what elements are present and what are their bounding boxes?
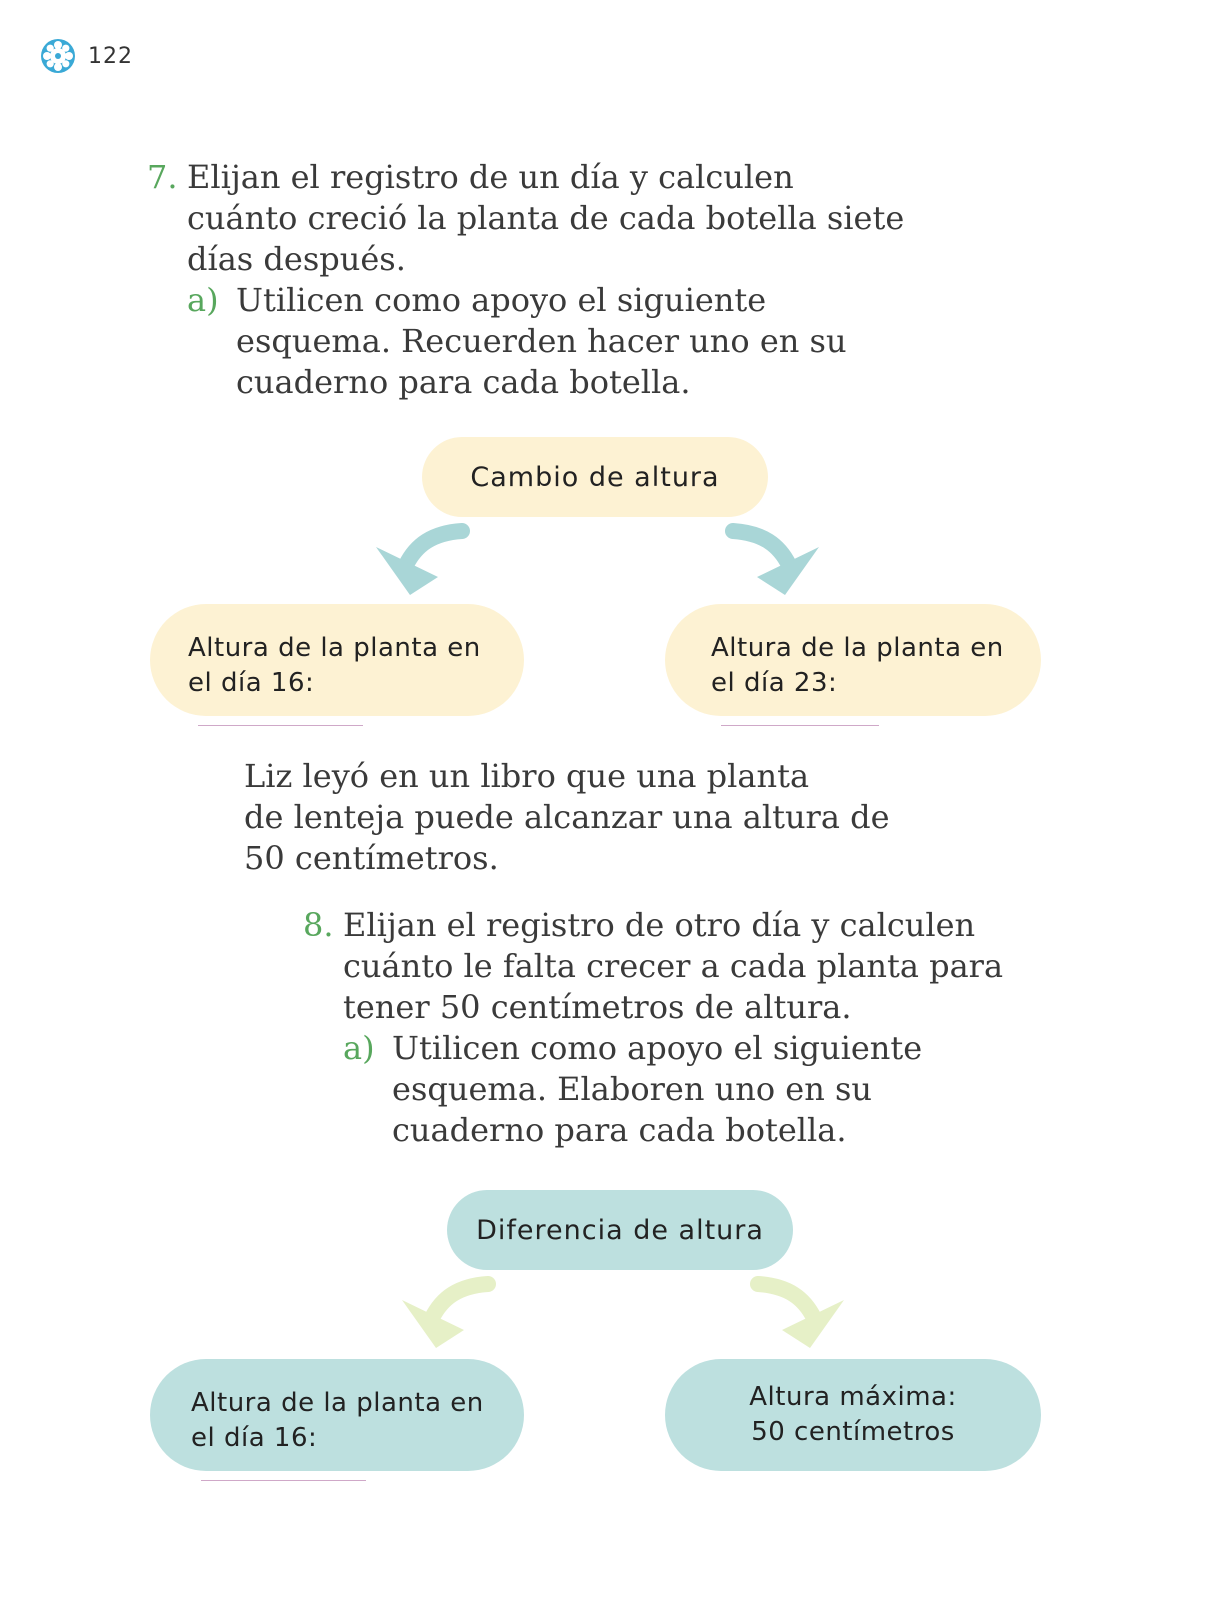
text-line: esquema. Elaboren uno en su xyxy=(392,1070,872,1108)
arrow-left-icon xyxy=(396,1278,496,1353)
text-line: Elijan el registro de otro día y calculen xyxy=(343,906,976,944)
bubble-line: Altura de la planta en xyxy=(191,1388,484,1418)
bubble-line: Altura de la planta en xyxy=(711,633,1004,663)
diagram-title: Diferencia de altura xyxy=(476,1214,764,1246)
left-bubble xyxy=(150,1359,524,1471)
arrow-left-icon xyxy=(370,525,470,600)
answer-blank[interactable] xyxy=(198,701,363,726)
text-line: cuaderno para cada botella. xyxy=(236,363,691,401)
text-line: Liz leyó en un libro que una planta xyxy=(244,757,810,795)
arrow-right-icon xyxy=(725,525,825,600)
text-line: cuaderno para cada botella. xyxy=(392,1111,847,1149)
right-bubble xyxy=(665,604,1041,716)
bubble-line: el día 23: xyxy=(711,668,838,698)
text-line: tener 50 centímetros de altura. xyxy=(343,988,852,1026)
text-line: 50 centímetros. xyxy=(244,839,499,877)
question-text xyxy=(187,157,904,280)
bubble-line: el día 16: xyxy=(191,1423,318,1453)
text-line: Elijan el registro de un día y calculen xyxy=(187,158,794,196)
flower-badge-icon xyxy=(40,38,76,74)
arrow-right-icon xyxy=(750,1278,850,1353)
bubble-line: Altura de la planta en xyxy=(188,633,481,663)
text-line: cuánto creció la planta de cada botella siete xyxy=(187,199,905,237)
diagram-title-bubble xyxy=(447,1190,793,1270)
question-text xyxy=(343,905,1003,1028)
page-number: 122 xyxy=(88,43,133,69)
subquestion-label: a) xyxy=(187,281,219,319)
bubble-line: el día 16: xyxy=(188,668,315,698)
diagram-title: Cambio de altura xyxy=(470,461,720,493)
answer-blank[interactable] xyxy=(721,701,879,726)
right-bubble xyxy=(665,1359,1041,1471)
text-line: Utilicen como apoyo el siguiente xyxy=(236,281,767,319)
diagram-title-bubble xyxy=(422,437,768,517)
bubble-line: Altura máxima: xyxy=(749,1382,957,1412)
left-bubble xyxy=(150,604,524,716)
answer-blank[interactable] xyxy=(201,1456,366,1481)
subquestion-label: a) xyxy=(343,1029,375,1067)
subquestion-text xyxy=(392,1028,922,1151)
text-line: días después. xyxy=(187,240,406,278)
text-line: cuánto le falta crecer a cada planta para xyxy=(343,947,1004,985)
bubble-line: 50 centímetros xyxy=(751,1417,955,1447)
page-header xyxy=(40,38,133,74)
question-number: 7. xyxy=(147,158,178,196)
text-line: de lenteja puede alcanzar una altura de xyxy=(244,798,890,836)
subquestion-text xyxy=(236,280,847,403)
text-line: esquema. Recuerden hacer uno en su xyxy=(236,322,847,360)
text-line: Utilicen como apoyo el siguiente xyxy=(392,1029,923,1067)
question-number: 8. xyxy=(303,906,334,944)
